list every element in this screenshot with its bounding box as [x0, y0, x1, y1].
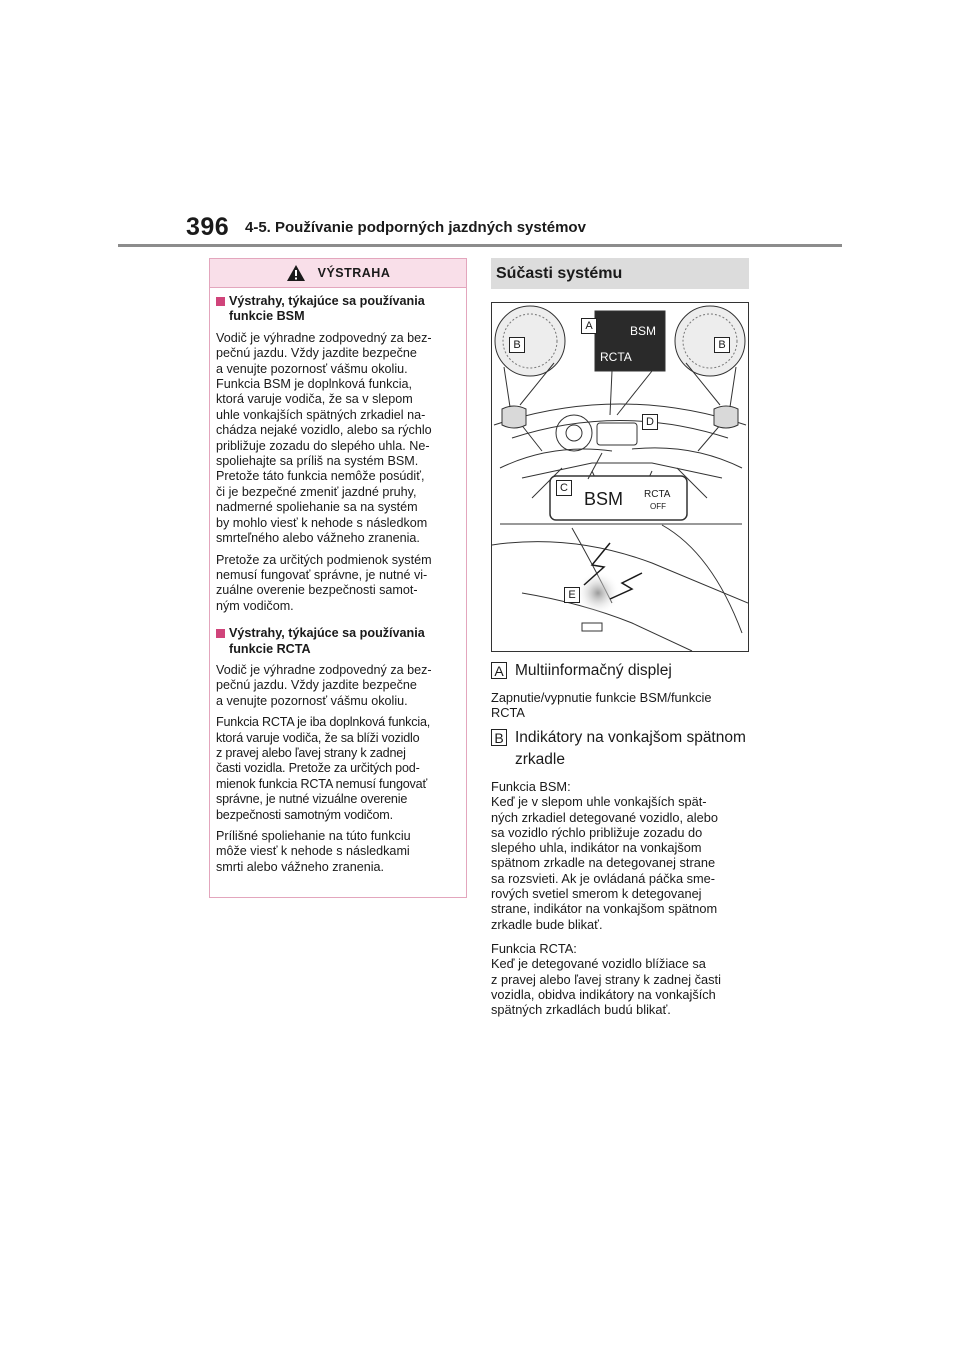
callout-d: D: [642, 414, 658, 430]
legend-desc-b-bsm: Funkcia BSM: Keď je v slepom uhle vonkajších spät- ných zrkadiel detegované vozidlo, alebo sa vozidlo rýchlo približuje zozadu do slepého uhla, indikátor na vonkajšom spätnom zrkadle na detegovanej strane sa rozsvieti. Ak je ovládaná páčka sme- rových svetiel smerom k detegovanej strane, indikátor na vonkajšom spätnom zrkadle bude blikať.: [491, 779, 718, 932]
legend-item-a: [491, 662, 755, 682]
callout-b-left: B: [509, 337, 525, 353]
page-number: 396: [186, 213, 230, 241]
legend-item-b: [491, 729, 755, 771]
bullet-square-icon: [216, 297, 225, 306]
legend-desc-a: Zapnutie/vypnutie funkcie BSM/funkcie RCTA: [491, 690, 712, 721]
section-title: 4-5. Používanie podporných jazdných systémov: [245, 219, 586, 236]
legend-desc-b-rcta: Funkcia RCTA: Keď je detegované vozidlo blížiace sa z pravej alebo ľavej strany k zadnej časti vozidla, obidva indikátory na vonkajších spätných zrkadlách budú blikať.: [491, 941, 721, 1018]
switch-bsm-text: BSM: [584, 489, 624, 509]
callout-c: C: [556, 480, 572, 496]
bsm-warning-para-2: Pretože za určitých podmienok systém nemusí fungovať správne, je nutné vi- zuálne overenie bezpečnosti samot- ným vodičom.: [216, 552, 432, 613]
bsm-warning-heading: Výstrahy, týkajúce sa používania funkcie BSM: [216, 294, 461, 325]
rcta-warning-para-2: Funkcia RCTA je iba doplnková funkcia, ktorá varuje vodiča, že sa blíži vozidlo z pravej alebo ľavej strany k zadnej časti vozidla. Pretože za určitých pod- mienok funkcia RCTA nemusí fungovať správne, je nutné vizuálne overenie bezpečnosti samotným vodičom.: [216, 715, 431, 822]
warning-triangle-icon: [286, 264, 306, 282]
callout-e: E: [564, 587, 580, 603]
display-rcta-text: RCTA: [600, 350, 632, 364]
rcta-warning-para-3: Prílišné spoliehanie na túto funkciu môže viesť k nehode s následkami smrti alebo vážneho zranenia.: [216, 829, 411, 874]
switch-off-text: OFF: [650, 502, 666, 511]
legend-label-b: Indikátory na vonkajšom spätnom zrkadle: [515, 729, 746, 768]
legend-label-a: Multiinformačný displej: [515, 662, 672, 679]
warning-title: VÝSTRAHA: [317, 266, 391, 280]
callout-b-right: B: [714, 337, 730, 353]
legend-letter-a: A: [491, 662, 507, 679]
system-components-figure: [491, 302, 749, 652]
callout-a: A: [581, 318, 597, 334]
warning-header: [210, 259, 466, 288]
warning-box: [209, 258, 467, 898]
header-rule: [118, 244, 842, 247]
components-illustration: [492, 303, 748, 651]
legend-letter-b: B: [491, 729, 507, 746]
warning-body: [210, 288, 466, 875]
switch-rcta-text: RCTA: [644, 489, 671, 500]
bsm-warning-para-1: Vodič je výhradne zodpovedný za bez- pečnú jazdu. Vždy jazdite bezpečne a venujte pozornosť vášmu okoliu. Funkcia BSM je doplnková funkcia, ktorá varuje vodiča, že sa v slepom uhle vonkajších spätných zrkadiel na- chádza nejaké vozidlo, alebo sa rýchlo približuje zozadu do slepého uhla. Ne- spoliehajte sa príliš na systém BSM. Pretože táto funkcia nemôže posúdiť, či je bezpečné zmeniť jazdné pruhy, nadmerné spoliehanie sa na systém by mohlo viesť k nehode s následkom smrteľného alebo vážneho zranenia.: [216, 330, 432, 546]
components-heading: Súčasti systému: [491, 258, 749, 289]
display-bsm-text: BSM: [630, 324, 657, 338]
bullet-square-icon: [216, 629, 225, 638]
rcta-warning-para-1: Vodič je výhradne zodpovedný za bez- pečnú jazdu. Vždy jazdite bezpečne a venujte pozornosť vášmu okoliu.: [216, 662, 432, 708]
rcta-warning-heading: Výstrahy, týkajúce sa používania funkcie RCTA: [216, 626, 461, 657]
